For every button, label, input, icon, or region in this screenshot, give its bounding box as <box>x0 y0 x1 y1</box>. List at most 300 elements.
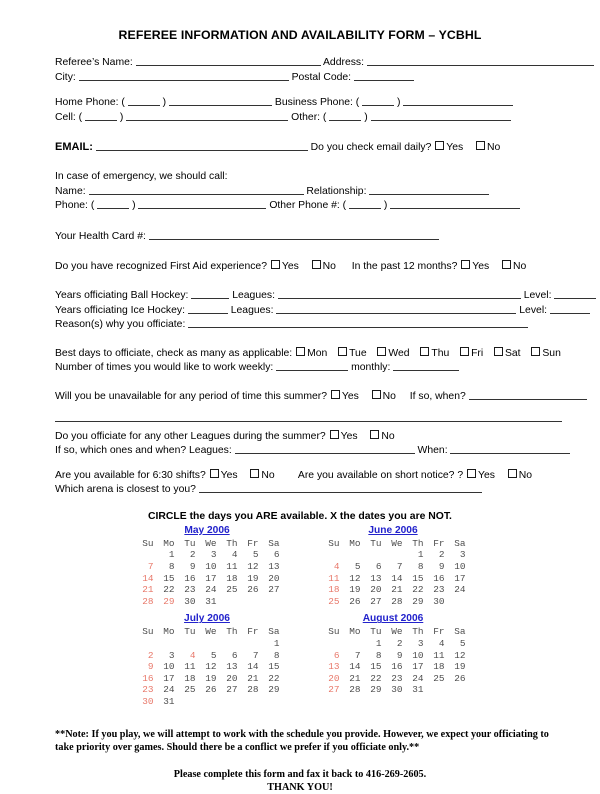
calendar-day-cell[interactable]: 26 <box>247 584 259 596</box>
calendar-dayname: Mo <box>163 626 175 638</box>
calendar-day-cell[interactable]: 16 <box>142 672 154 684</box>
calendar-day-cell[interactable]: 26 <box>205 684 217 696</box>
calendar-dayname: Th <box>412 537 424 549</box>
calendar-dayname: Fr <box>247 626 259 638</box>
calendar-empty-cell <box>239 596 260 608</box>
row-emergency-phone <box>20 198 580 213</box>
calendar-day-cell[interactable]: 24 <box>454 584 466 596</box>
checkbox-email-daily-no[interactable] <box>476 141 485 150</box>
calendar-day-cell[interactable]: 7 <box>396 561 403 573</box>
calendar-day-cell[interactable]: 13 <box>328 661 340 673</box>
calendar-day-cell[interactable]: 4 <box>189 649 196 661</box>
calendar-day-cell[interactable]: 31 <box>412 684 424 696</box>
label-home-phone: Home Phone: ( <box>55 97 125 109</box>
calendar-empty-cell <box>260 696 281 708</box>
calendar-empty-cell <box>260 596 281 608</box>
input-leagues-ice[interactable] <box>276 303 516 314</box>
calendar-week-row <box>320 561 467 573</box>
input-which-leagues[interactable] <box>235 443 415 454</box>
calendar-day-cell[interactable]: 22 <box>370 672 382 684</box>
footer-note-line1: **Note: If you play, we will attempt to work with the schedule you provide. However, we expect your officiating to <box>55 728 549 740</box>
calendar-day-cell[interactable]: 19 <box>349 584 361 596</box>
label-630-yes: Yes <box>220 469 238 481</box>
calendar-day-cell[interactable]: 1 <box>168 549 175 561</box>
checkbox-630-yes[interactable] <box>210 469 219 478</box>
calendar-day-cell[interactable]: 29 <box>412 595 424 607</box>
input-relationship[interactable] <box>369 184 489 195</box>
label-other-phone: Other: ( <box>291 111 327 123</box>
calendar-day-cell[interactable]: 17 <box>163 672 175 684</box>
checkbox-past12-no[interactable] <box>502 260 511 269</box>
calendar-day-cell[interactable]: 10 <box>205 561 217 573</box>
label-postal-code: Postal Code: <box>291 71 352 83</box>
input-other-phone-num[interactable] <box>390 198 520 209</box>
calendar-header-row <box>320 626 467 638</box>
calendar-day-cell[interactable]: 8 <box>417 561 424 573</box>
input-monthly[interactable] <box>393 360 459 371</box>
calendar-week-row <box>320 661 467 673</box>
input-business-phone[interactable] <box>403 95 513 106</box>
calendar-dayname: Su <box>328 626 340 638</box>
calendar-empty-cell <box>176 696 197 708</box>
calendar-day-cell[interactable]: 17 <box>454 572 466 584</box>
calendar-day-cell[interactable]: 25 <box>328 595 340 607</box>
calendar-day-cell[interactable]: 24 <box>163 684 175 696</box>
calendar-day-cell[interactable]: 15 <box>370 661 382 673</box>
calendar-day-cell[interactable]: 17 <box>412 661 424 673</box>
checkbox-day-mon[interactable] <box>296 347 305 356</box>
label-short-notice-yes: Yes <box>478 469 495 481</box>
input-emergency-phone-area[interactable] <box>97 198 129 209</box>
label-monthly: monthly: <box>351 362 391 374</box>
label-email-daily-yes: Yes <box>446 142 464 154</box>
calendar-day-cell[interactable]: 7 <box>252 649 259 661</box>
calendar-dayname: We <box>391 626 403 638</box>
calendar-day-cell[interactable]: 6 <box>231 649 238 661</box>
checkbox-day-sun[interactable] <box>531 347 540 356</box>
label-day-mon: Mon <box>307 347 328 359</box>
calendar-week-row <box>134 584 281 596</box>
calendar-day-cell[interactable]: 21 <box>391 584 403 596</box>
input-closest-arena[interactable] <box>199 482 482 493</box>
calendar-day-cell[interactable]: 6 <box>375 561 382 573</box>
input-referee-name[interactable] <box>136 55 321 66</box>
calendar-day-cell[interactable]: 28 <box>142 595 154 607</box>
label-referee-name: Referee’s Name: <box>55 57 133 68</box>
page-title: REFEREE INFORMATION AND AVAILABILITY FORM – YCBHL <box>118 28 482 42</box>
calendar-day-cell[interactable]: 18 <box>184 672 196 684</box>
input-other-phone-area[interactable] <box>349 198 381 209</box>
calendar-table-august <box>320 626 467 696</box>
calendar-empty-cell <box>134 638 155 650</box>
calendar-day-cell[interactable]: 20 <box>328 672 340 684</box>
calendar-day-cell[interactable]: 3 <box>168 649 175 661</box>
checkbox-630-no[interactable] <box>250 469 259 478</box>
label-630-no: No <box>261 469 275 481</box>
footer-note-line2: take priority over games. Should there be a conflict we prefer if you officiate only.** <box>55 741 420 753</box>
calendar-day-cell[interactable]: 31 <box>205 595 217 607</box>
calendar-day-cell[interactable]: 2 <box>396 638 403 650</box>
checkbox-day-wed[interactable] <box>377 347 386 356</box>
calendar-day-cell[interactable]: 20 <box>226 672 238 684</box>
label-years-ball-hockey: Years officiating Ball Hockey: <box>55 289 189 301</box>
input-when[interactable] <box>450 443 570 454</box>
row-ice-hockey <box>20 303 580 318</box>
calendar-week-row <box>134 573 281 585</box>
calendar-day-cell[interactable]: 30 <box>433 595 445 607</box>
calendar-day-cell[interactable]: 28 <box>349 684 361 696</box>
calendar-week-row <box>320 650 467 662</box>
calendar-dayname: Sa <box>454 537 466 549</box>
calendar-day-cell[interactable]: 15 <box>412 572 424 584</box>
calendar-day-cell[interactable]: 14 <box>142 572 154 584</box>
checkbox-other-leagues-yes[interactable] <box>330 430 339 439</box>
calendar-day-cell[interactable]: 28 <box>247 684 259 696</box>
calendar-week-row <box>134 638 281 650</box>
row-closest-arena <box>20 482 580 497</box>
calendar-dayname: Fr <box>433 626 445 638</box>
row-name-address <box>20 55 580 70</box>
input-emergency-phone[interactable] <box>138 198 266 209</box>
calendar-table-july <box>134 626 281 707</box>
calendar-dayname: Th <box>226 626 238 638</box>
checkbox-short-notice-yes[interactable] <box>467 469 476 478</box>
input-years-ball-hockey[interactable] <box>191 288 229 299</box>
input-home-phone[interactable] <box>169 95 272 106</box>
label-email-daily-no: No <box>487 142 501 154</box>
input-years-ice-hockey[interactable] <box>188 303 228 314</box>
calendar-day-cell[interactable]: 1 <box>273 638 280 650</box>
checkbox-day-tue[interactable] <box>338 347 347 356</box>
calendar-day-cell[interactable]: 13 <box>268 561 280 573</box>
calendar-day-cell[interactable]: 29 <box>268 684 280 696</box>
calendar-day-cell[interactable]: 18 <box>328 584 340 596</box>
calendar-dayname: Su <box>142 626 154 638</box>
calendar-day-cell[interactable]: 4 <box>231 549 238 561</box>
row-availability-shifts <box>20 469 580 483</box>
calendar-day-cell[interactable]: 10 <box>454 561 466 573</box>
calendar-week-row <box>134 684 281 696</box>
calendar-week-row <box>320 549 467 561</box>
label-leagues-ice: Leagues: <box>230 304 274 316</box>
input-other-phone[interactable] <box>371 110 511 121</box>
label-emergency-name: Name: <box>55 185 86 197</box>
calendar-day-cell[interactable]: 5 <box>210 649 217 661</box>
calendar-day-cell[interactable]: 16 <box>391 661 403 673</box>
calendar-day-cell[interactable]: 22 <box>163 584 175 596</box>
calendar-day-cell[interactable]: 14 <box>349 661 361 673</box>
label-emergency-phone: Phone: ( <box>55 200 95 212</box>
calendar-day-cell[interactable]: 30 <box>391 684 403 696</box>
calendar-week-row <box>134 673 281 685</box>
checkbox-day-sat[interactable] <box>494 347 503 356</box>
label-city: City: <box>55 71 76 83</box>
row-email <box>20 140 580 155</box>
calendar-day-cell[interactable]: 27 <box>268 584 280 596</box>
input-email[interactable] <box>96 140 308 151</box>
calendar-day-cell[interactable]: 7 <box>354 649 361 661</box>
calendar-day-cell[interactable]: 2 <box>147 649 154 661</box>
label-which-ones-when: If so, which ones and when? Leagues: <box>55 445 232 457</box>
other-paren: ) <box>364 111 368 123</box>
calendar-day-cell[interactable]: 31 <box>163 696 175 707</box>
calendar-dayname: Fr <box>433 537 445 549</box>
calendar-day-cell[interactable]: 13 <box>370 572 382 584</box>
input-business-phone-area[interactable] <box>362 95 394 106</box>
calendar-day-cell[interactable]: 14 <box>247 661 259 673</box>
calendar-day-cell[interactable]: 11 <box>328 572 340 584</box>
calendar-day-cell[interactable]: 10 <box>163 661 175 673</box>
calendar-day-cell[interactable]: 5 <box>459 638 466 650</box>
calendar-empty-cell <box>446 596 467 608</box>
row-which-ones-when <box>20 443 580 458</box>
calendar-day-cell[interactable]: 8 <box>168 561 175 573</box>
footer-fax <box>20 768 580 794</box>
cell-paren: ) <box>119 111 124 123</box>
calendar-instruction: CIRCLE the days you ARE available. X the dates you are NOT. <box>148 510 452 522</box>
calendar-week-row <box>320 573 467 585</box>
other-phone-paren: ) <box>383 200 388 212</box>
calendar-day-cell[interactable]: 29 <box>163 595 175 607</box>
calendar-dayname: Fr <box>247 537 259 549</box>
calendar-day-cell[interactable]: 7 <box>147 561 154 573</box>
row-ball-hockey <box>20 288 580 303</box>
calendar-day-cell[interactable]: 22 <box>268 672 280 684</box>
input-other-area[interactable] <box>329 110 361 121</box>
label-other-leagues-no: No <box>381 430 395 442</box>
checkbox-first-aid-no[interactable] <box>312 260 321 269</box>
checkbox-first-aid-yes[interactable] <box>271 260 280 269</box>
input-cell-area[interactable] <box>85 110 117 121</box>
calendar-day-cell[interactable]: 19 <box>454 661 466 673</box>
calendar-empty-cell <box>176 638 197 650</box>
calendar-day-cell[interactable]: 4 <box>438 638 445 650</box>
calendar-day-cell[interactable]: 25 <box>184 684 196 696</box>
label-health-card: Your Health Card #: <box>55 230 146 242</box>
calendar-header-row <box>134 538 281 550</box>
footer-thanks: THANK YOU! <box>267 781 333 793</box>
calendar-week-row <box>320 584 467 596</box>
input-level-ball[interactable] <box>554 288 596 299</box>
input-level-ice[interactable] <box>550 303 590 314</box>
calendar-day-cell[interactable]: 8 <box>375 649 382 661</box>
calendar-dayname: Th <box>412 626 424 638</box>
label-other-phone-num: Other Phone #: ( <box>269 200 347 212</box>
calendar-empty-cell <box>218 696 239 708</box>
calendar-day-cell[interactable]: 21 <box>349 672 361 684</box>
calendar-day-cell[interactable]: 27 <box>226 684 238 696</box>
row-times-weekly <box>20 360 580 375</box>
label-first-aid-yes: Yes <box>281 261 299 273</box>
calendar-day-cell[interactable]: 21 <box>247 672 259 684</box>
calendar-day-cell[interactable]: 9 <box>147 661 154 673</box>
calendar-day-cell[interactable]: 29 <box>370 684 382 696</box>
input-city[interactable] <box>79 70 289 81</box>
calendar-day-cell[interactable]: 11 <box>433 649 445 661</box>
calendar-day-cell[interactable]: 24 <box>205 584 217 596</box>
label-closest-arena: Which arena is closest to you? <box>55 484 196 496</box>
calendar-day-cell[interactable]: 20 <box>268 572 280 584</box>
calendar-day-cell[interactable]: 3 <box>417 638 424 650</box>
calendar-dayname: Su <box>328 537 340 549</box>
calendar-empty-cell <box>362 549 383 561</box>
calendar-dayname: Th <box>226 537 238 549</box>
calendar-day-cell[interactable]: 4 <box>333 561 340 573</box>
label-unavailable-yes: Yes <box>341 390 359 402</box>
calendar-day-cell[interactable]: 13 <box>226 661 238 673</box>
calendar-day-cell[interactable]: 12 <box>454 649 466 661</box>
label-unavailable-no: No <box>382 390 396 402</box>
calendar-dayname: Tu <box>184 537 196 549</box>
calendar-day-cell[interactable]: 28 <box>391 595 403 607</box>
calendar-day-cell[interactable]: 25 <box>226 584 238 596</box>
calendar-empty-cell <box>341 638 362 650</box>
input-leagues-ball[interactable] <box>278 288 521 299</box>
calendar-day-cell[interactable]: 22 <box>412 584 424 596</box>
calendar-day-cell[interactable]: 20 <box>370 584 382 596</box>
calendar-day-cell[interactable]: 12 <box>349 572 361 584</box>
calendar-title-june: June 2006 <box>368 524 418 536</box>
calendar-day-cell[interactable]: 16 <box>433 572 445 584</box>
label-other-leagues: Do you officiate for any other Leagues during the summer? <box>55 430 326 442</box>
calendar-day-cell[interactable]: 3 <box>210 549 217 561</box>
calendar-day-cell[interactable]: 19 <box>205 672 217 684</box>
calendar-day-cell[interactable]: 15 <box>163 572 175 584</box>
input-health-card[interactable] <box>149 229 439 240</box>
calendar-day-cell[interactable]: 21 <box>142 584 154 596</box>
calendar-day-cell[interactable]: 1 <box>417 549 424 561</box>
calendar-dayname: Tu <box>370 537 382 549</box>
row-reasons <box>20 317 580 332</box>
calendar-day-cell[interactable]: 26 <box>349 595 361 607</box>
label-best-days: Best days to officiate, check as many as applicable: <box>55 347 293 359</box>
calendar-day-cell[interactable]: 23 <box>433 584 445 596</box>
calendar-dayname: Mo <box>163 537 175 549</box>
input-postal-code[interactable] <box>354 70 414 81</box>
calendar-day-cell[interactable]: 27 <box>370 595 382 607</box>
label-reasons: Reason(s) why you officiate: <box>55 319 186 331</box>
calendar-table-june <box>320 538 467 608</box>
input-cell[interactable] <box>126 110 288 121</box>
calendar-empty-cell <box>218 596 239 608</box>
calendar-day-cell[interactable]: 12 <box>247 561 259 573</box>
label-level-ice: Level: <box>519 304 548 316</box>
input-emergency-name[interactable] <box>89 184 304 195</box>
calendar-day-cell[interactable]: 26 <box>454 672 466 684</box>
calendar-empty-cell <box>446 684 467 696</box>
calendar-day-cell[interactable]: 11 <box>226 561 238 573</box>
calendar-empty-cell <box>383 549 404 561</box>
label-times-weekly: Number of times you would like to work weekly: <box>55 362 274 374</box>
label-past12-no: No <box>513 261 527 273</box>
calendar-week-row <box>134 596 281 608</box>
calendar-day-cell[interactable]: 30 <box>184 595 196 607</box>
business-phone-paren: ) <box>397 97 401 109</box>
checkbox-day-fri[interactable] <box>460 347 469 356</box>
calendar-day-cell[interactable]: 3 <box>459 549 466 561</box>
label-level-ball: Level: <box>523 289 552 301</box>
checkbox-short-notice-no[interactable] <box>508 469 517 478</box>
calendar-empty-cell <box>218 638 239 650</box>
label-short-notice: Are you available on short notice? ? <box>297 469 464 481</box>
row-first-aid <box>20 260 580 274</box>
calendar-week-row <box>134 650 281 662</box>
calendar-week-row <box>134 549 281 561</box>
calendar-day-cell[interactable]: 14 <box>391 572 403 584</box>
calendar-day-cell[interactable]: 2 <box>438 549 445 561</box>
label-leagues-ball: Leagues: <box>232 289 275 301</box>
input-address[interactable] <box>367 55 594 66</box>
calendar-row-bottom <box>20 613 580 707</box>
calendar-dayname: We <box>391 537 403 549</box>
calendar-header-row <box>320 538 467 550</box>
calendar-week-row <box>134 561 281 573</box>
label-check-email-daily: Do you check email daily? <box>310 142 432 154</box>
calendar-day-cell[interactable]: 9 <box>438 561 445 573</box>
input-home-phone-area[interactable] <box>128 95 160 106</box>
calendar-dayname: Sa <box>454 626 466 638</box>
row-health-card <box>20 229 580 244</box>
calendar-empty-cell <box>239 638 260 650</box>
calendar-day-cell[interactable]: 2 <box>189 549 196 561</box>
calendar-day-cell[interactable]: 1 <box>375 638 382 650</box>
input-unavailable-continuation[interactable] <box>55 412 562 422</box>
calendar-day-cell[interactable]: 9 <box>189 561 196 573</box>
calendar-day-cell[interactable]: 16 <box>184 572 196 584</box>
calendar-day-cell[interactable]: 19 <box>247 572 259 584</box>
calendar-day-cell[interactable]: 24 <box>412 672 424 684</box>
row-emergency-intro <box>20 170 580 184</box>
input-reasons[interactable] <box>188 317 528 328</box>
checkbox-other-leagues-no[interactable] <box>370 430 379 439</box>
checkbox-unavailable-no[interactable] <box>372 390 381 399</box>
calendar-dayname: Tu <box>184 626 196 638</box>
calendar-day-cell[interactable]: 12 <box>205 661 217 673</box>
calendar-day-cell[interactable]: 8 <box>273 649 280 661</box>
calendar-dayname: Mo <box>349 626 361 638</box>
calendar-day-cell[interactable]: 23 <box>184 584 196 596</box>
calendar-day-cell[interactable]: 9 <box>396 649 403 661</box>
checkbox-email-daily-yes[interactable] <box>435 141 444 150</box>
calendar-empty-cell <box>155 638 176 650</box>
checkbox-unavailable-yes[interactable] <box>331 390 340 399</box>
calendar-day-cell[interactable]: 10 <box>412 649 424 661</box>
calendar-day-cell[interactable]: 30 <box>142 696 154 707</box>
calendar-day-cell[interactable]: 23 <box>391 672 403 684</box>
calendar-empty-cell <box>320 549 341 561</box>
calendar-dayname: Sa <box>268 537 280 549</box>
label-first-aid-no: No <box>322 261 336 273</box>
calendar-day-cell[interactable]: 5 <box>354 561 361 573</box>
calendar-day-cell[interactable]: 18 <box>226 572 238 584</box>
calendar-day-cell[interactable]: 23 <box>142 684 154 696</box>
calendar-day-cell[interactable]: 15 <box>268 661 280 673</box>
calendar-day-cell[interactable]: 25 <box>433 672 445 684</box>
checkbox-day-thu[interactable] <box>420 347 429 356</box>
calendar-day-cell[interactable]: 18 <box>433 661 445 673</box>
input-if-so-when[interactable] <box>469 389 587 400</box>
calendar-day-cell[interactable]: 17 <box>205 572 217 584</box>
calendar-day-cell[interactable]: 27 <box>328 684 340 696</box>
calendar-day-cell[interactable]: 11 <box>184 661 196 673</box>
input-times-weekly[interactable] <box>276 360 348 371</box>
calendar-day-cell[interactable]: 5 <box>252 549 259 561</box>
calendar-day-cell[interactable]: 6 <box>273 549 280 561</box>
checkbox-past12-yes[interactable] <box>461 260 470 269</box>
calendar-day-cell[interactable]: 6 <box>333 649 340 661</box>
calendar-row-top <box>20 525 580 608</box>
label-day-sun: Sun <box>542 347 561 359</box>
